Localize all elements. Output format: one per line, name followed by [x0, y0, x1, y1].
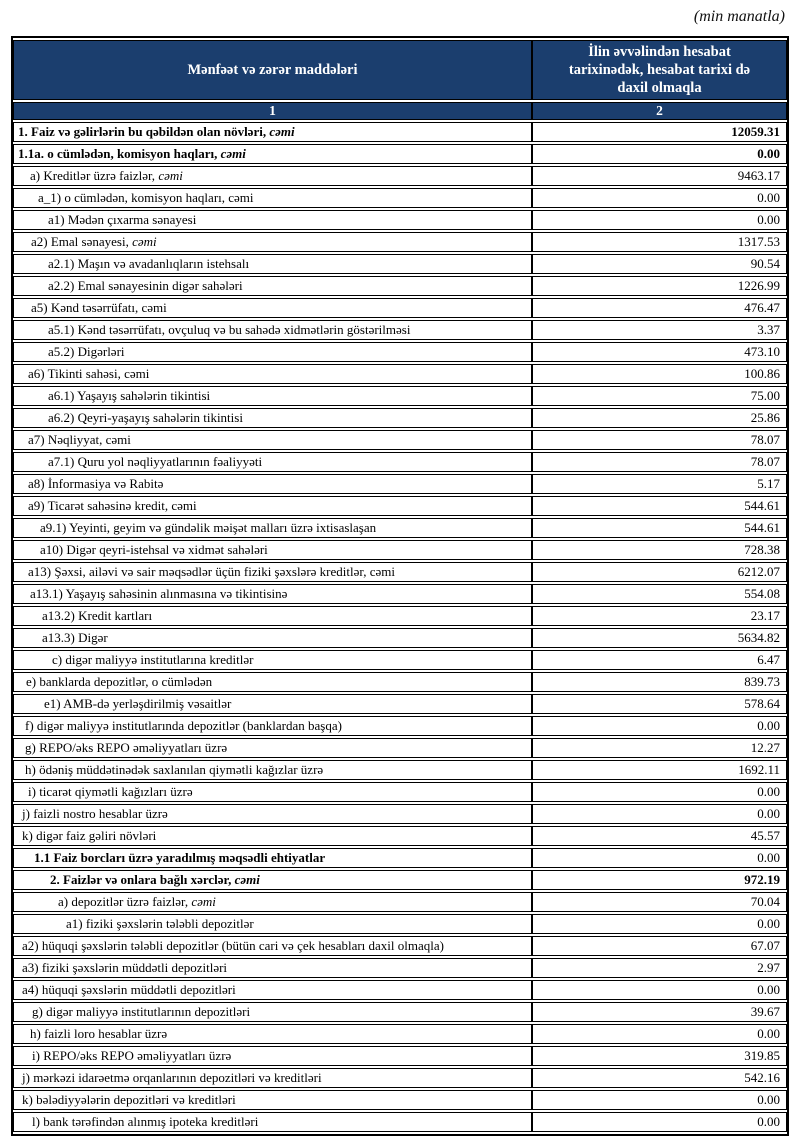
row-label: a6.1) Yaşayış sahələrin tikintisi — [48, 388, 211, 404]
table-row — [13, 562, 787, 582]
table-row — [13, 738, 787, 758]
row-label: h) ödəniş müddətinədək saxlanılan qiymətli kağızlar üzrə — [25, 762, 324, 778]
row-label-cell — [13, 584, 532, 604]
row-value: 2.97 — [532, 958, 787, 978]
row-label-italic: cəmi — [220, 146, 246, 162]
row-label: a2.1) Maşın və avadanlıqların istehsalı — [48, 256, 250, 272]
table-row — [13, 232, 787, 252]
table-row — [13, 628, 787, 648]
row-label-cell — [13, 1112, 532, 1132]
row-label: a2) hüquqi şəxslərin tələbli depozitlər (bütün cari və çek hesabları daxil olmaqla) — [22, 938, 444, 954]
row-label-cell — [13, 144, 532, 164]
table-row — [13, 980, 787, 1000]
row-label-cell — [13, 958, 532, 978]
row-label-cell — [13, 804, 532, 824]
table-row — [13, 276, 787, 296]
row-label-cell — [13, 760, 532, 780]
row-label-cell — [13, 562, 532, 582]
row-label: e1) AMB-də yerləşdirilmiş vəsaitlər — [44, 696, 232, 712]
row-label-cell — [13, 496, 532, 516]
table-row — [13, 342, 787, 362]
row-label: i) REPO/əks REPO əməliyyatları üzrə — [32, 1048, 232, 1064]
row-label-cell — [13, 364, 532, 384]
table-row — [13, 606, 787, 626]
row-label-cell — [13, 1046, 532, 1066]
row-label-cell — [13, 430, 532, 450]
row-label: a5.1) Kənd təsərrüfatı, ovçuluq və bu sahədə xidmətlərin göstərilməsi — [48, 322, 411, 338]
row-value: 9463.17 — [532, 166, 787, 186]
header-row — [13, 40, 787, 100]
table-row — [13, 122, 787, 142]
table-row — [13, 1024, 787, 1044]
table-row — [13, 694, 787, 714]
table-row — [13, 1112, 787, 1132]
table-row — [13, 144, 787, 164]
table-row — [13, 870, 787, 890]
row-label: a1) Mədən çıxarma sənayesi — [48, 212, 197, 228]
row-label-italic: cəmi — [158, 168, 183, 184]
row-label-italic: cəmi — [132, 234, 157, 250]
row-label-cell — [13, 232, 532, 252]
row-label: a13) Şəxsi, ailəvi və sair məqsədlər üçün fiziki şəxslərə kreditlər, cəmi — [28, 564, 395, 580]
table-row — [13, 430, 787, 450]
table-row — [13, 386, 787, 406]
row-label-cell — [13, 738, 532, 758]
table-row — [13, 1068, 787, 1088]
row-label: 1.1a. o cümlədən, komisyon haqları, — [18, 146, 221, 162]
row-value: 728.38 — [532, 540, 787, 560]
row-value: 5.17 — [532, 474, 787, 494]
table-row — [13, 540, 787, 560]
table-row — [13, 716, 787, 736]
row-label: l) bank tərəfindən alınmış ipoteka kreditləri — [32, 1114, 259, 1130]
row-label: a) depozitlər üzrə faizlər, — [58, 894, 192, 910]
row-value: 473.10 — [532, 342, 787, 362]
row-label: g) REPO/əks REPO əməliyyatları üzrə — [25, 740, 228, 756]
row-label: e) banklarda depozitlər, o cümlədən — [26, 674, 213, 690]
row-value: 90.54 — [532, 254, 787, 274]
table-row — [13, 936, 787, 956]
row-label-cell — [13, 188, 532, 208]
row-value: 45.57 — [532, 826, 787, 846]
row-label: a7.1) Quru yol nəqliyyatlarının fəaliyyəti — [48, 454, 263, 470]
row-label-italic: cəmi — [191, 894, 216, 910]
table-row — [13, 518, 787, 538]
table-row — [13, 958, 787, 978]
row-label-cell — [13, 540, 532, 560]
table-row — [13, 1002, 787, 1022]
row-label-cell — [13, 298, 532, 318]
row-label-cell — [13, 870, 532, 890]
table-row — [13, 298, 787, 318]
table-row — [13, 210, 787, 230]
row-value: 544.61 — [532, 518, 787, 538]
row-label: a9) Ticarət sahəsinə kredit, cəmi — [28, 498, 197, 514]
row-label-cell — [13, 672, 532, 692]
row-label: a3) fiziki şəxslərin müddətli depozitləri — [22, 960, 228, 976]
row-value: 0.00 — [532, 804, 787, 824]
row-label-cell — [13, 210, 532, 230]
table-row — [13, 320, 787, 340]
row-label: a) Kreditlər üzrə faizlər, — [30, 168, 159, 184]
row-label: a5) Kənd təsərrüfatı, cəmi — [31, 300, 167, 316]
row-label-cell — [13, 452, 532, 472]
table-row — [13, 914, 787, 934]
row-label: a6.2) Qeyri-yaşayış sahələrin tikintisi — [48, 410, 243, 426]
row-label: k) digər faiz gəliri növləri — [22, 828, 157, 844]
table-row — [13, 848, 787, 868]
row-label-cell — [13, 1068, 532, 1088]
row-label: a13.2) Kredit kartları — [42, 608, 153, 624]
row-label: a6) Tikinti sahəsi, cəmi — [28, 366, 150, 382]
row-value: 542.16 — [532, 1068, 787, 1088]
row-label: j) mərkəzi idarəetmə orqanlarının depozitləri və kreditləri — [22, 1070, 322, 1086]
row-label-cell — [13, 254, 532, 274]
row-value: 5634.82 — [532, 628, 787, 648]
table-row — [13, 650, 787, 670]
table-row — [13, 584, 787, 604]
row-label-italic: cəmi — [234, 872, 260, 888]
row-label-cell — [13, 936, 532, 956]
table-row — [13, 672, 787, 692]
row-value: 839.73 — [532, 672, 787, 692]
row-value: 544.61 — [532, 496, 787, 516]
row-label-italic: cəmi — [269, 124, 295, 140]
row-label-cell — [13, 342, 532, 362]
row-label-cell — [13, 1002, 532, 1022]
row-label-cell — [13, 650, 532, 670]
table-row — [13, 760, 787, 780]
row-value: 70.04 — [532, 892, 787, 912]
row-label: a2) Emal sənayesi, — [31, 234, 133, 250]
row-label-cell — [13, 892, 532, 912]
row-label: a2.2) Emal sənayesinin digər sahələri — [48, 278, 243, 294]
row-label: 1.1 Faiz borcları üzrə yaradılmış məqsədli ehtiyatlar — [34, 850, 326, 866]
table-row — [13, 408, 787, 428]
row-label: a7) Nəqliyyat, cəmi — [28, 432, 131, 448]
row-value: 12059.31 — [532, 122, 787, 142]
table-row — [13, 166, 787, 186]
row-value: 0.00 — [532, 914, 787, 934]
table-row — [13, 892, 787, 912]
row-value: 972.19 — [532, 870, 787, 890]
row-label: c) digər maliyyə institutlarına kreditlər — [52, 652, 254, 668]
row-label-cell — [13, 826, 532, 846]
row-label-cell — [13, 848, 532, 868]
table-row — [13, 496, 787, 516]
row-value: 554.08 — [532, 584, 787, 604]
table-row — [13, 826, 787, 846]
row-value: 23.17 — [532, 606, 787, 626]
row-label: j) faizli nostro hesablar üzrə — [22, 806, 168, 822]
row-label-cell — [13, 606, 532, 626]
row-value: 1317.53 — [532, 232, 787, 252]
row-label-cell — [13, 474, 532, 494]
row-label-cell — [13, 1024, 532, 1044]
unit-note: (min manatla) — [693, 8, 785, 25]
row-value: 0.00 — [532, 210, 787, 230]
table-row — [13, 804, 787, 824]
row-value: 0.00 — [532, 782, 787, 802]
row-value: 25.86 — [532, 408, 787, 428]
row-label-cell — [13, 716, 532, 736]
row-label: a9.1) Yeyinti, geyim və gündəlik məişət malları üzrə ixtisaslaşan — [40, 520, 377, 536]
row-value: 0.00 — [532, 144, 787, 164]
table-row — [13, 1090, 787, 1110]
row-value: 12.27 — [532, 738, 787, 758]
row-value: 0.00 — [532, 980, 787, 1000]
row-value: 0.00 — [532, 1112, 787, 1132]
row-label-cell — [13, 694, 532, 714]
row-label: a4) hüquqi şəxslərin müddətli depozitləri — [22, 982, 236, 998]
column-number-2: 2 — [532, 102, 787, 120]
table-row — [13, 782, 787, 802]
row-value: 578.64 — [532, 694, 787, 714]
row-label-cell — [13, 1090, 532, 1110]
row-value: 0.00 — [532, 188, 787, 208]
row-value: 6212.07 — [532, 562, 787, 582]
row-label: i) ticarət qiymətli kağızları üzrə — [28, 784, 193, 800]
pnl-table — [11, 36, 789, 1136]
row-label: a13.3) Digər — [42, 630, 108, 646]
row-label-cell — [13, 628, 532, 648]
row-label-cell — [13, 518, 532, 538]
column-header-period: İlin əvvəlindən hesabat tarixinədək, hesabat tarixi də daxil olmaqla — [532, 40, 787, 100]
column-number-1: 1 — [13, 102, 532, 120]
row-value: 3.37 — [532, 320, 787, 340]
row-label: a5.2) Digərləri — [48, 344, 125, 360]
table-row — [13, 474, 787, 494]
row-label-cell — [13, 276, 532, 296]
row-value: 78.07 — [532, 452, 787, 472]
column-header-items: Mənfəət və zərər maddələri — [13, 40, 532, 100]
row-label: a1) fiziki şəxslərin tələbli depozitlər — [66, 916, 254, 932]
row-value: 67.07 — [532, 936, 787, 956]
row-label-cell — [13, 166, 532, 186]
row-value: 0.00 — [532, 848, 787, 868]
table-head — [13, 40, 787, 120]
row-value: 476.47 — [532, 298, 787, 318]
table-body — [13, 122, 787, 1132]
row-label: 1. Faiz və gəlirlərin bu qəbildən olan növləri, — [18, 124, 270, 140]
row-label: a8) İnformasiya və Rabitə — [28, 476, 164, 492]
row-value: 1226.99 — [532, 276, 787, 296]
row-value: 78.07 — [532, 430, 787, 450]
row-value: 0.00 — [532, 716, 787, 736]
row-label-cell — [13, 980, 532, 1000]
row-label-cell — [13, 782, 532, 802]
table-row — [13, 188, 787, 208]
column-number-row — [13, 102, 787, 120]
row-label-cell — [13, 122, 532, 142]
row-label: g) digər maliyyə institutlarının depozitləri — [32, 1004, 251, 1020]
row-value: 39.67 — [532, 1002, 787, 1022]
table-row — [13, 254, 787, 274]
table-row — [13, 364, 787, 384]
table-row — [13, 452, 787, 472]
row-label: a10) Digər qeyri-istehsal və xidmət sahələri — [40, 542, 268, 558]
table-row — [13, 1046, 787, 1066]
row-label: a13.1) Yaşayış sahəsinin alınmasına və tikintisinə — [30, 586, 288, 602]
row-value: 0.00 — [532, 1090, 787, 1110]
row-value: 100.86 — [532, 364, 787, 384]
row-value: 75.00 — [532, 386, 787, 406]
row-value: 319.85 — [532, 1046, 787, 1066]
row-label: h) faizli loro hesablar üzrə — [30, 1026, 168, 1042]
row-label-cell — [13, 386, 532, 406]
row-value: 1692.11 — [532, 760, 787, 780]
row-label: a_1) o cümlədən, komisyon haqları, cəmi — [38, 190, 254, 206]
row-value: 0.00 — [532, 1024, 787, 1044]
row-label-cell — [13, 408, 532, 428]
row-label-cell — [13, 320, 532, 340]
row-label: 2. Faizlər və onlara bağlı xərclər, — [50, 872, 235, 888]
row-value: 6.47 — [532, 650, 787, 670]
row-label-cell — [13, 914, 532, 934]
row-label: f) digər maliyyə institutlarında depozitlər (banklardan başqa) — [25, 718, 342, 734]
row-label: k) bələdiyyələrin depozitləri və kreditləri — [22, 1092, 236, 1108]
